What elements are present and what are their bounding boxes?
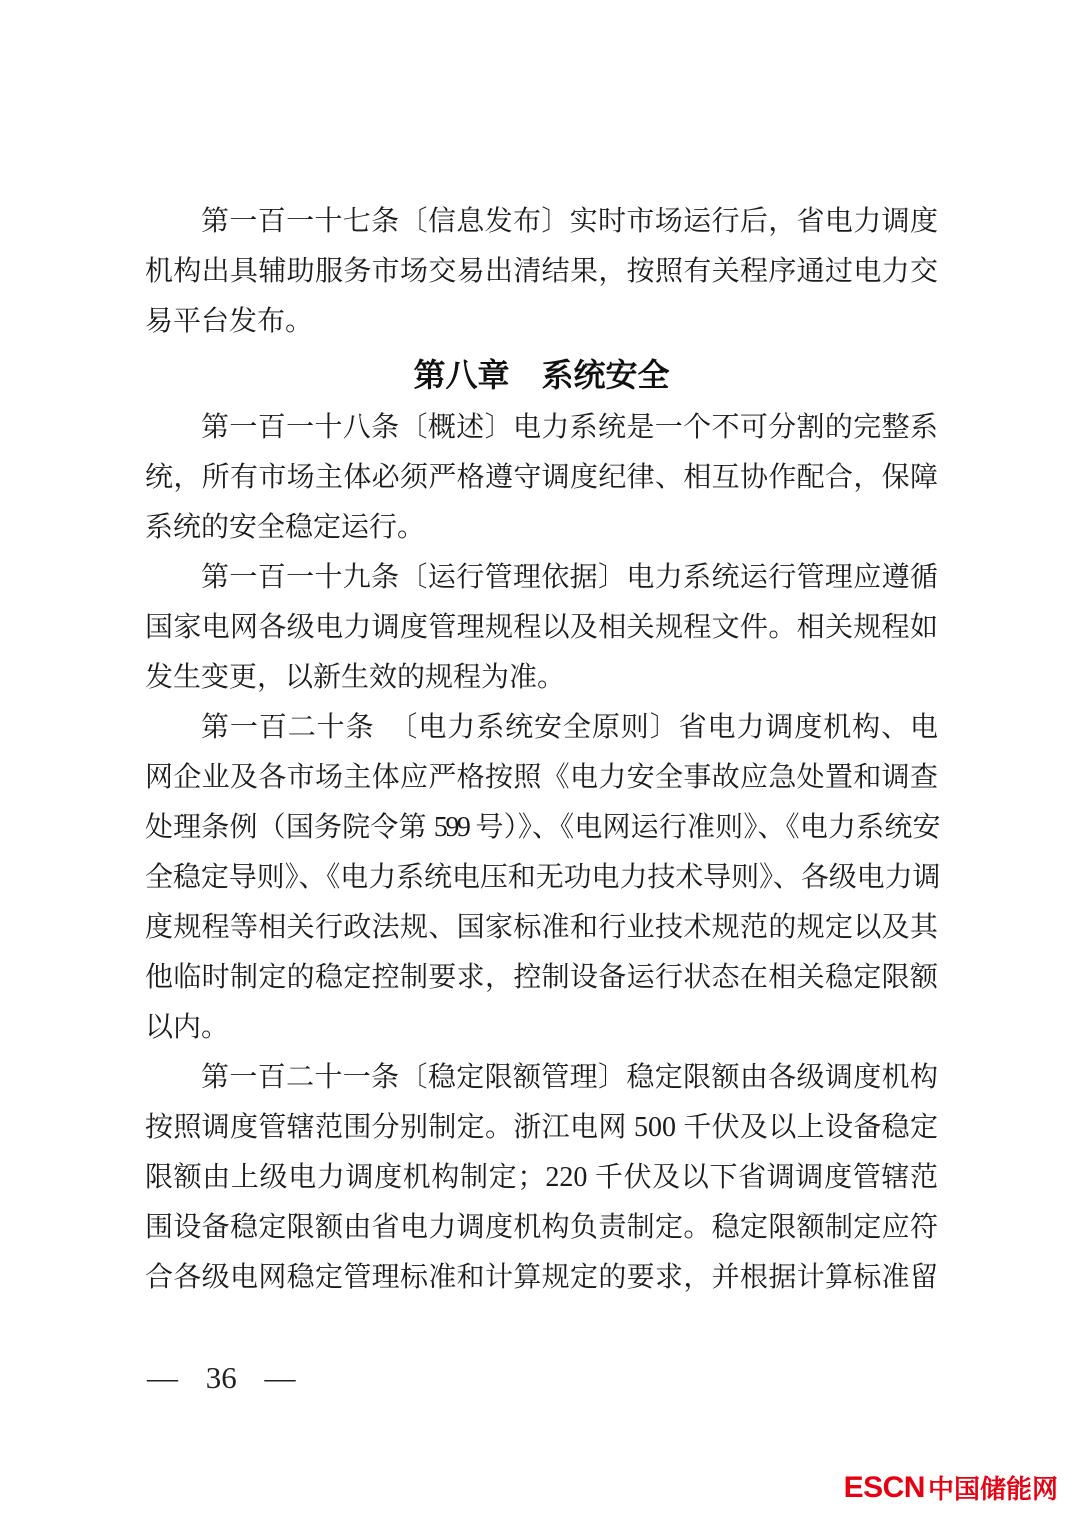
document-line: 易平台发布。 — [145, 306, 314, 337]
document-line: 限额由上级电力调度机构制定；220 千伏及以下省调调度管辖范 — [145, 1162, 938, 1193]
document-line: 发生变更，以新生效的规程为准。 — [145, 662, 566, 693]
document-line: 以内。 — [145, 1012, 230, 1043]
document-body — [145, 197, 938, 1303]
document-line: 统，所有市场主体必须严格遵守调度纪律、相互协作配合，保障 — [145, 462, 938, 493]
document-line: 系统的安全稳定运行。 — [145, 512, 426, 543]
document-line: 机构出具辅助服务市场交易出清结果，按照有关程序通过电力交 — [145, 256, 938, 287]
document-line: 他临时制定的稳定控制要求，控制设备运行状态在相关稳定限额 — [145, 962, 938, 993]
document-line: 合各级电网稳定管理标准和计算规定的要求，并根据计算标准留 — [145, 1262, 938, 1293]
document-line: 度规程等相关行政法规、国家标准和行业技术规范的规定以及其 — [145, 912, 938, 943]
page-number: — 36 — — [147, 1360, 296, 1395]
chapter-heading: 第八章 系统安全 — [413, 357, 670, 393]
document-line: 第一百二十条 〔电力系统安全原则〕省电力调度机构、电 — [201, 712, 938, 743]
escn-logo-zh-text: 中国储能网 — [927, 1474, 1058, 1504]
document-line: 网企业及各市场主体应严格按照《电力安全事故应急处置和调查 — [145, 762, 938, 793]
document-line: 第一百二十一条〔稳定限额管理〕稳定限额由各级调度机构 — [201, 1062, 938, 1093]
document-line: 全稳定导则》、《电力系统电压和无功电力技术导则》、各级电力调 — [145, 862, 938, 893]
escn-logo — [844, 1469, 1058, 1506]
document-line: 围设备稳定限额由省电力调度机构负责制定。稳定限额制定应符 — [145, 1212, 938, 1243]
escn-logo-en-text: ESCN — [843, 1470, 925, 1504]
document-line: 国家电网各级电力调度管理规程以及相关规程文件。相关规程如 — [145, 612, 938, 643]
document-line: 第一百一十九条〔运行管理依据〕电力系统运行管理应遵循 — [201, 562, 938, 593]
document-line: 处理条例（国务院令第 599 号）》、《电网运行准则》、《电力系统安 — [145, 812, 938, 843]
document-line: 第一百一十八条〔概述〕电力系统是一个不可分割的完整系 — [201, 412, 938, 443]
document-line: 第一百一十七条〔信息发布〕实时市场运行后，省电力调度 — [201, 206, 938, 237]
document-line: 按照调度管辖范围分别制定。浙江电网 500 千伏及以上设备稳定 — [145, 1112, 938, 1143]
